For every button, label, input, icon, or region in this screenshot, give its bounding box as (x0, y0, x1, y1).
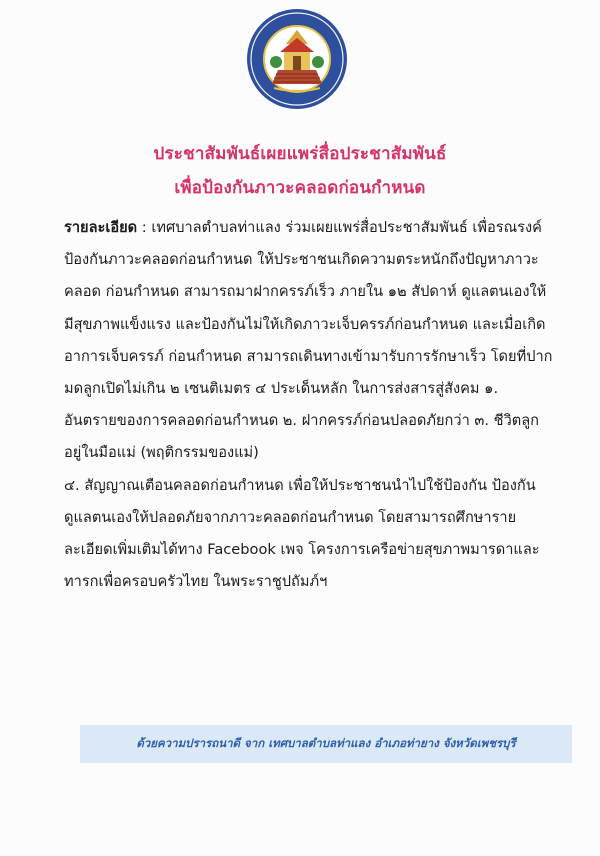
announcement-body (64, 212, 554, 598)
details-label: รายละเอียด (64, 219, 138, 236)
details-paragraph (64, 212, 554, 470)
details-text: : เทศบาลตำบลท่าแลง ร่วมเผยแพร่สื่อประชาสัมพันธ์ เพื่อรณรงค์ป้องกันภาวะคลอดก่อนกำหนด ให้ประชาชนเกิดความตระหนักถึงปัญหาภาวะคลอด ก่อนกำหนด สามารถมาฝากครรภ์เร็ว ภายใน ๑๒ สัปดาห์ ดูแลตนเองให้มีสุขภาพแข็งแรง และป้องกันไม่ให้เกิดภาวะเจ็บครรภ์ก่อนกำหนด และเมื่อเกิดอาการเจ็บครรภ์ ก่อนกำหนด สามารถเดินทางเข้ามารับการรักษาเร็ว โดยที่ปากมดลูกเปิดไม่เกิน ๒ เซนติเมตร ๔ ประเด็นหลัก ในการส่งสารสู่สังคม ๑. อันตรายของการคลอดก่อนกำหนด ๒. ฝากครรภ์ก่อนปลอดภัยกว่า ๓. ชีวิตลูกอยู่ในมือแม่ (พฤติกรรมของแม่) (64, 219, 553, 462)
footer-banner (80, 725, 572, 763)
municipality-seal-logo (246, 8, 348, 110)
point-four-paragraph: ๔. สัญญาณเตือนคลอดก่อนกำหนด เพื่อให้ประชาชนนำไปใช้ป้องกัน ป้องกันดูแลตนเองให้ปลอดภัยจากภาวะคลอดก่อนกำหนด โดยสามารถศึกษารายละเอียดเพิ่มเติมได้ทาง Facebook เพจ โครงการเครือข่ายสุขภาพมารดาและทารกเพื่อครอบครัวไทย ในพระราชูปถัมภ์ฯ (64, 476, 540, 591)
footer-text: ด้วยความปรารถนาดี จาก เทศบาลตำบลท่าแลง อำเภอท่ายาง จังหวัดเพชรบุรี (136, 736, 516, 750)
announcement-title-line-1: ประชาสัมพันธ์เผยแพร่สื่อประชาสัมพันธ์ (153, 144, 447, 164)
announcement-title-line-2: เพื่อป้องกันภาวะคลอดก่อนกำหนด (174, 178, 426, 198)
